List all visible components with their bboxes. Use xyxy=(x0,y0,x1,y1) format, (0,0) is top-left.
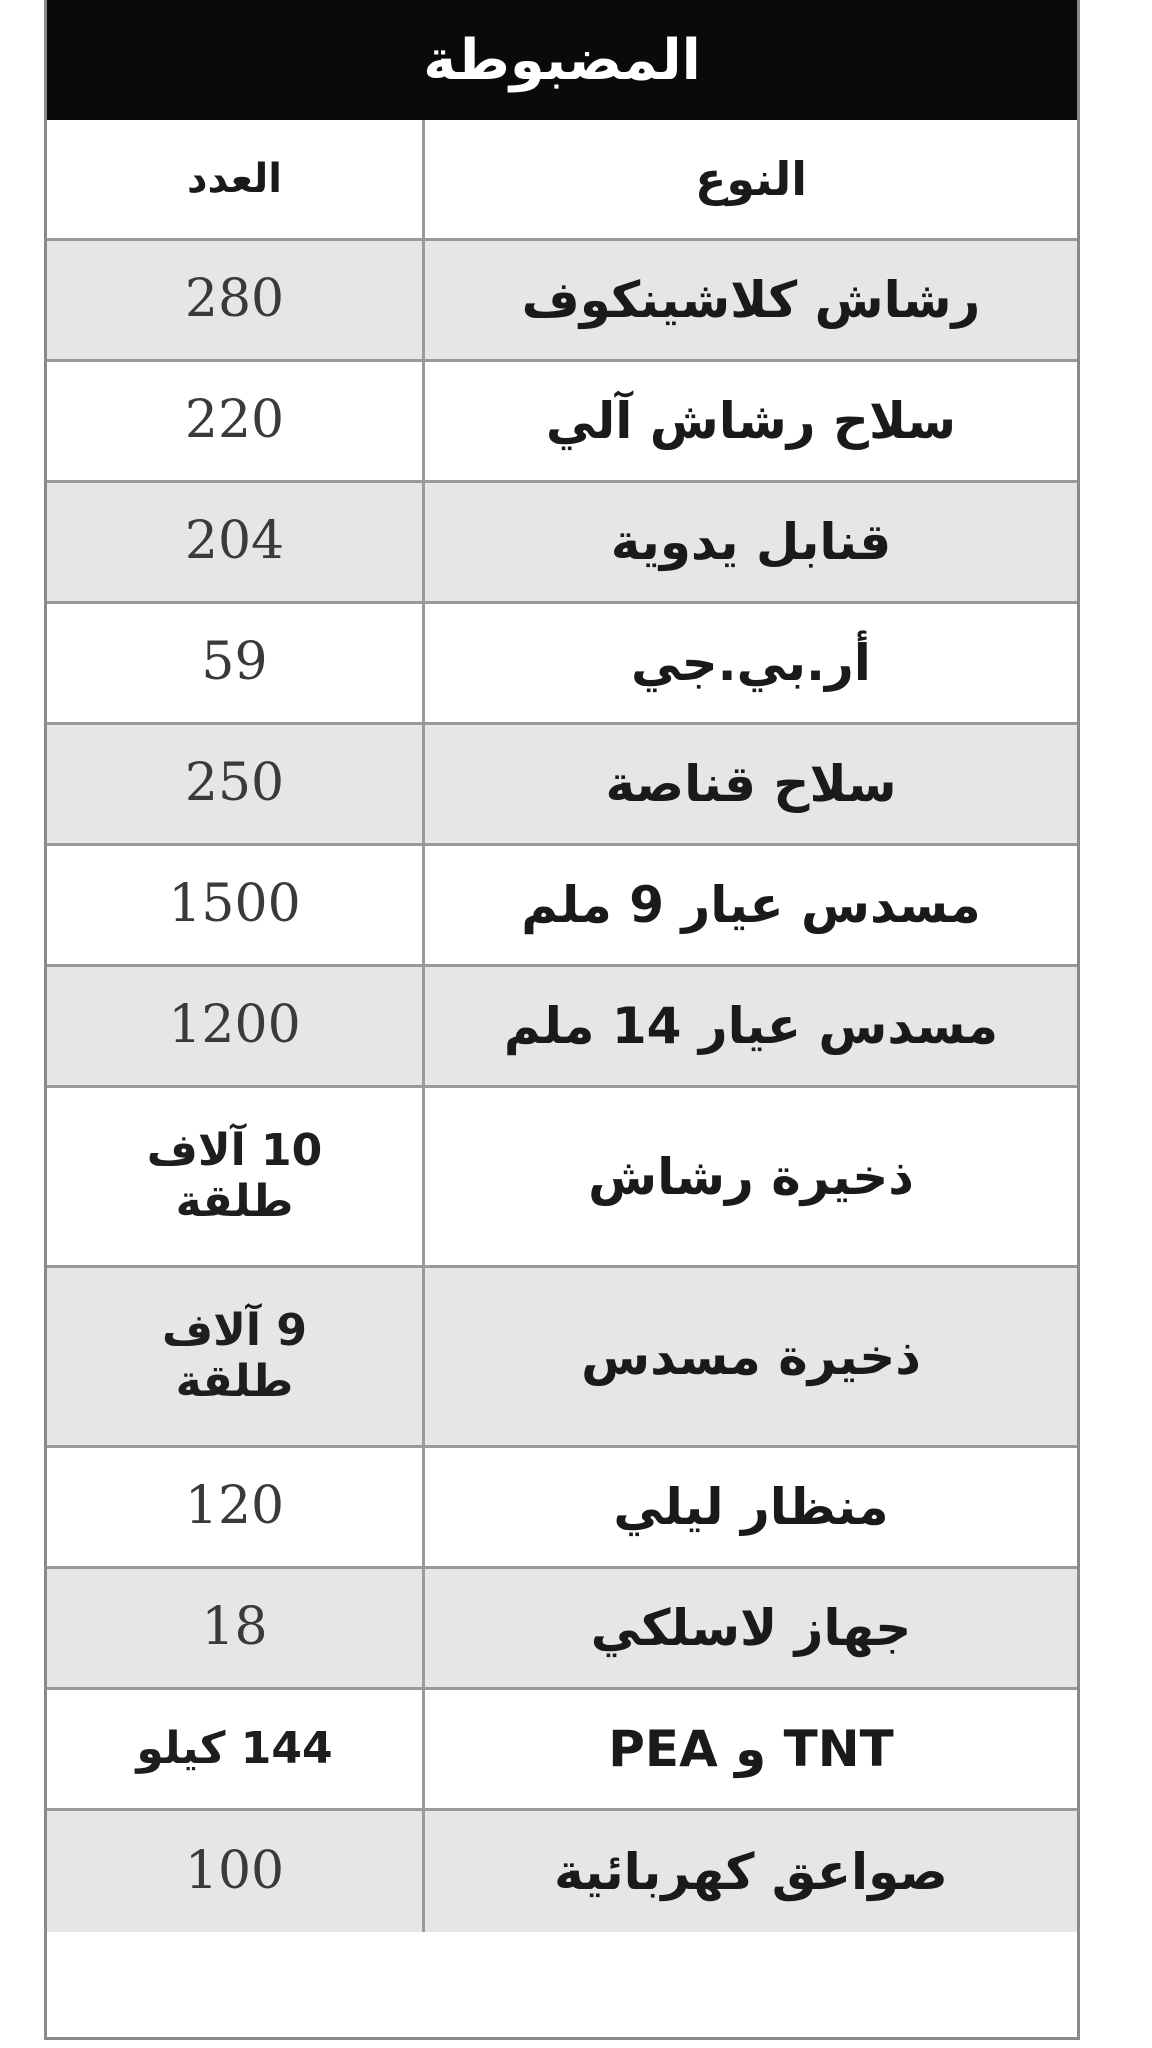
table-row xyxy=(47,1268,1077,1448)
row-count: 204 xyxy=(47,483,425,601)
table-header-row xyxy=(47,120,1077,241)
row-count: 9 آلاف طلقة xyxy=(47,1268,425,1445)
table-row xyxy=(47,483,1077,604)
row-type: مسدس عيار 9 ملم xyxy=(521,876,981,934)
row-count: 59 xyxy=(47,604,425,722)
table-title: المضبوطة xyxy=(47,0,1077,120)
row-type: قنابل يدوية xyxy=(610,513,892,571)
table-row xyxy=(47,967,1077,1088)
row-count: 250 xyxy=(47,725,425,843)
row-type: منظار ليلي xyxy=(613,1478,889,1536)
table-row xyxy=(47,1448,1077,1569)
seized-items-table xyxy=(44,0,1080,2040)
table-body xyxy=(47,120,1077,2037)
row-type: جهاز لاسلكي xyxy=(590,1599,912,1657)
row-type: ذخيرة مسدس xyxy=(581,1327,921,1386)
table-row xyxy=(47,725,1077,846)
row-count: 18 xyxy=(47,1569,425,1687)
row-type: ذخيرة رشاش xyxy=(588,1147,914,1206)
table-row xyxy=(47,1811,1077,1932)
table-row xyxy=(47,1569,1077,1690)
row-count: 144 كيلو xyxy=(47,1690,425,1808)
table-row xyxy=(47,1088,1077,1268)
row-type: سلاح قناصة xyxy=(605,755,897,813)
row-type: TNT و PEA xyxy=(608,1720,894,1778)
row-type: أر.بي.جي xyxy=(631,634,871,692)
table-row xyxy=(47,604,1077,725)
row-type: صواعق كهربائية xyxy=(554,1842,948,1901)
row-count: 220 xyxy=(47,362,425,480)
row-count: 280 xyxy=(47,241,425,359)
header-type: النوع xyxy=(694,152,808,206)
table-row xyxy=(47,241,1077,362)
row-type: سلاح رشاش آلي xyxy=(545,392,957,450)
table-row xyxy=(47,1690,1077,1811)
table-row xyxy=(47,846,1077,967)
row-count: 100 xyxy=(47,1811,425,1932)
row-type: مسدس عيار 14 ملم xyxy=(503,997,999,1055)
table-row xyxy=(47,362,1077,483)
row-count: 10 آلاف طلقة xyxy=(47,1088,425,1265)
row-type: رشاش كلاشينكوف xyxy=(521,271,981,329)
row-count: 1500 xyxy=(47,846,425,964)
row-count: 1200 xyxy=(47,967,425,1085)
row-count: 120 xyxy=(47,1448,425,1566)
header-count: العدد xyxy=(47,120,425,238)
